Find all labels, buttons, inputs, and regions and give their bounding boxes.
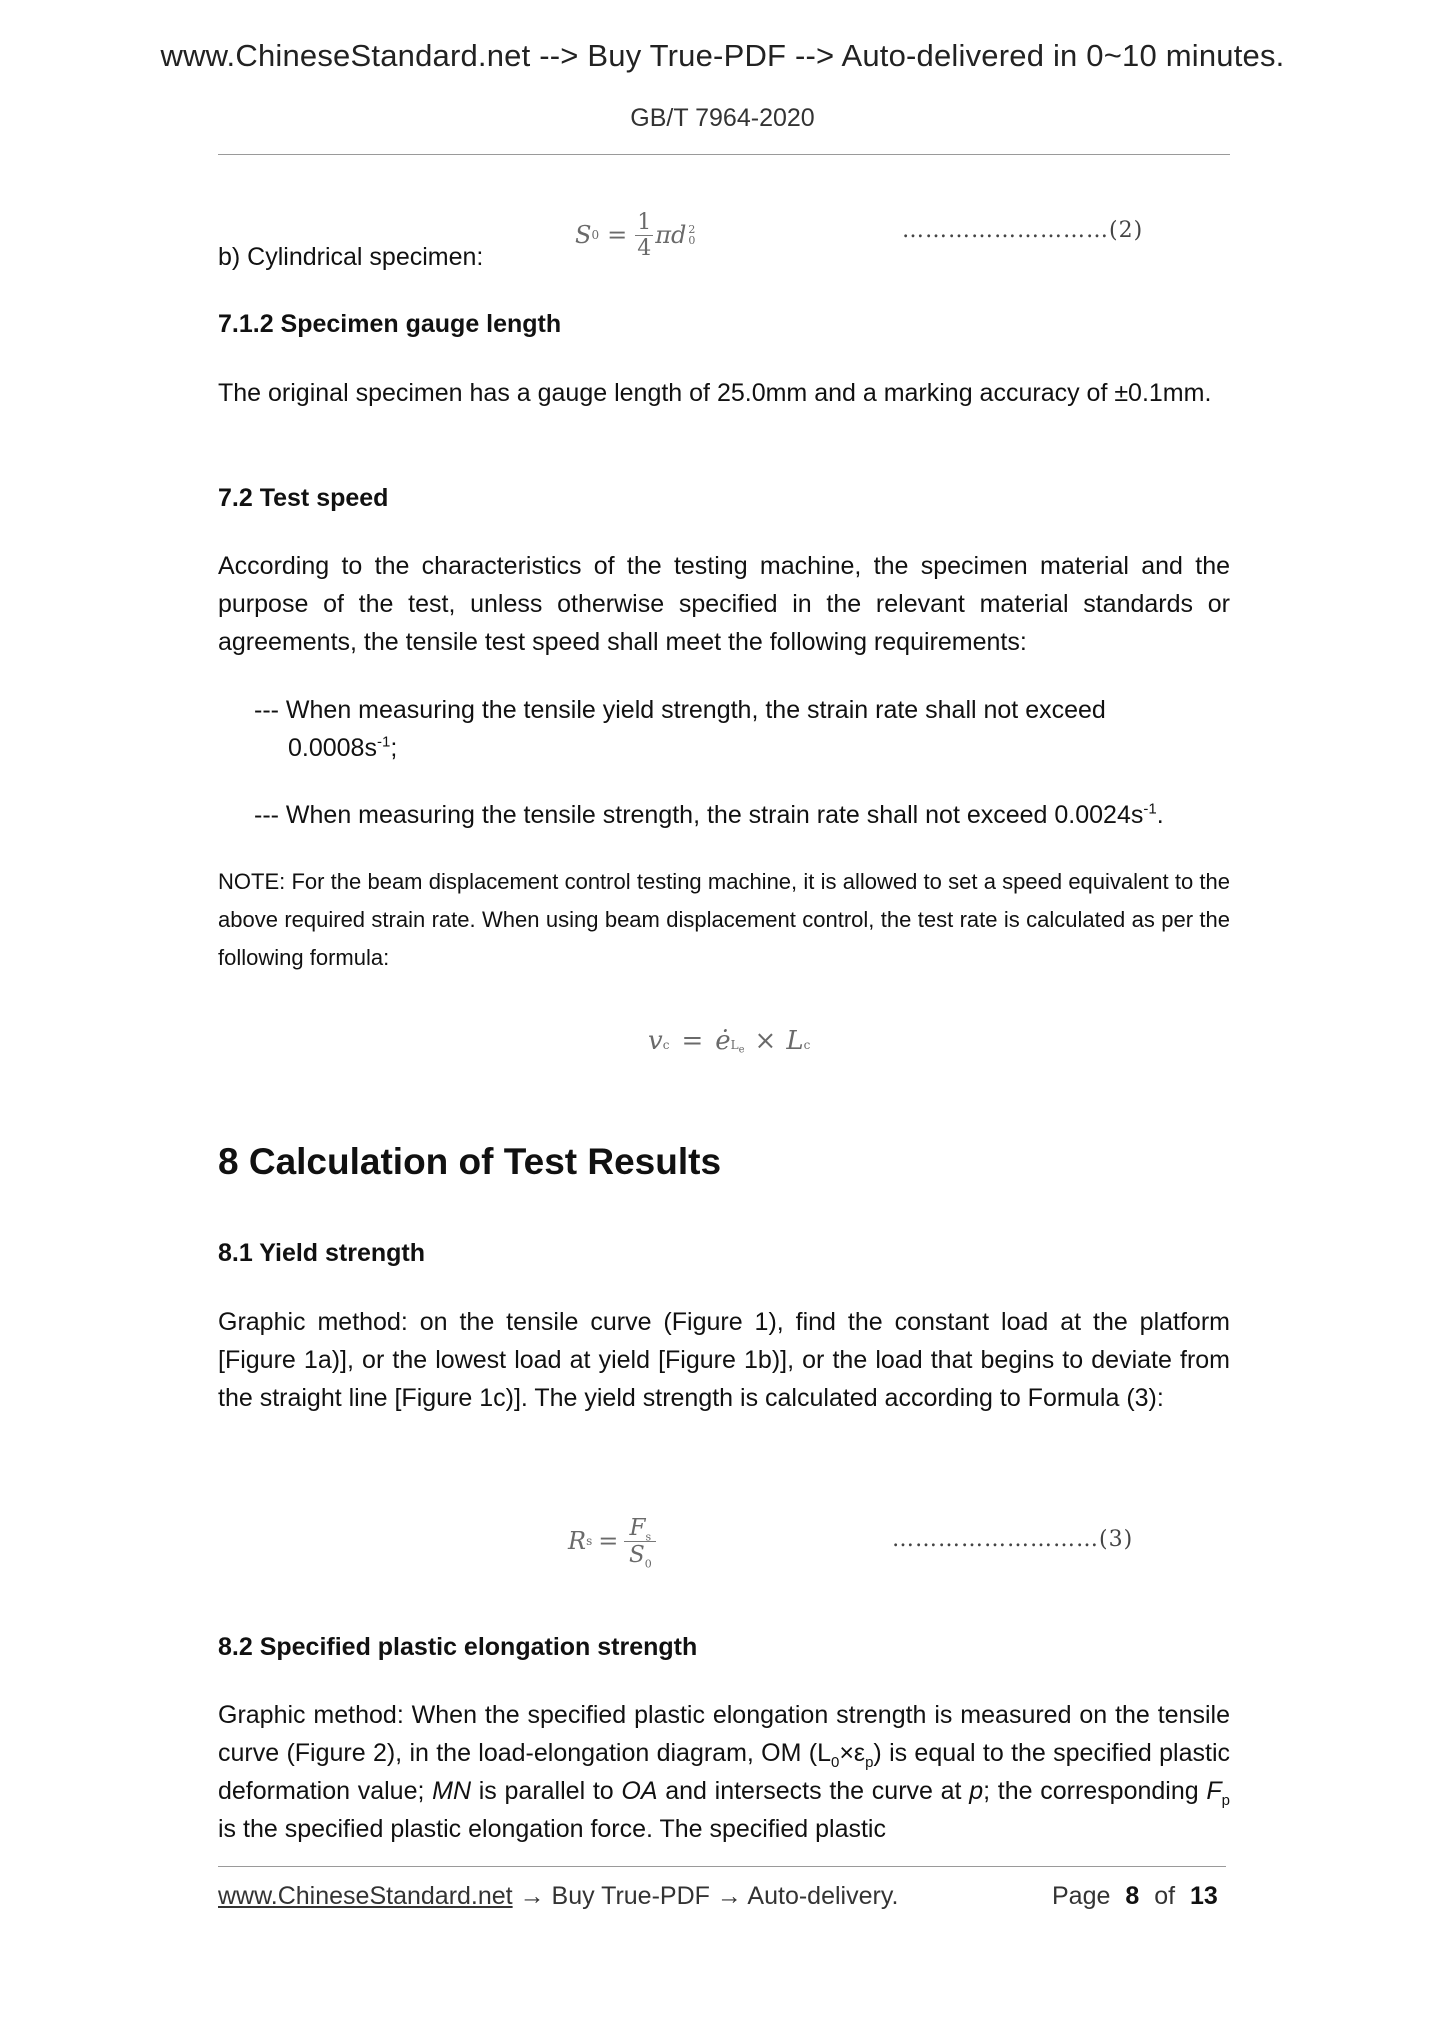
p82-t2: ) is equal to the specified plastic deformation value; xyxy=(218,1739,1231,1805)
page-number: 8 xyxy=(1125,1882,1140,1910)
formula-2-num: 1 xyxy=(637,209,652,235)
formula-2-eq: = xyxy=(607,221,628,249)
bullet-1-value: 0.0008s xyxy=(288,734,377,762)
p82-t3: is parallel to xyxy=(471,1777,622,1805)
p82-p: p xyxy=(969,1777,984,1805)
formula-3-fraction xyxy=(624,1514,656,1571)
formula-3: R s = $F_s$ $S_0$ xyxy=(568,1508,656,1574)
formula-3-den-sub: 0 xyxy=(644,1557,652,1571)
formula-3-num: F xyxy=(629,1514,646,1541)
formula-rate-e: ė xyxy=(715,1026,731,1056)
bullet-yield-strain-rate xyxy=(254,691,1230,767)
formula-3-eq: = xyxy=(598,1527,619,1555)
p82-t1: Graphic method: When the specified plastic elongation strength is measured on the tensile curve (Figure 2), in the load-elongation diagram, OM (L xyxy=(218,1701,1230,1767)
formula-2-rhs-sup: 2 xyxy=(688,223,696,236)
bullet-2-text: --- When measuring the tensile strength, the strain rate shall not exceed 0.0024s xyxy=(254,801,1144,829)
formula-3-num-sub: s xyxy=(645,1530,652,1544)
bullet-2-sup: -1 xyxy=(1143,800,1157,818)
formula-2: S 0 = 1 4 πd 2 0 xyxy=(575,209,696,261)
p82-t4: and intersects the curve at xyxy=(657,1777,970,1805)
p82-mn: MN xyxy=(432,1777,472,1805)
paragraph-plastic-elongation xyxy=(218,1696,1230,1848)
cylindrical-label: b) Cylindrical specimen: xyxy=(218,243,484,271)
p82-fp-sub: p xyxy=(1221,1792,1230,1809)
page-total: 13 xyxy=(1190,1882,1218,1910)
bullet-2-end: . xyxy=(1156,801,1164,829)
p82-sub-p: p xyxy=(865,1754,874,1771)
footer-auto: Auto-delivery. xyxy=(747,1882,899,1910)
formula-rate-e-sub: L xyxy=(730,1038,739,1052)
footer-arrow-icon: → xyxy=(512,1882,552,1910)
paragraph-test-speed: According to the characteristics of the testing machine, the specimen material and the purpose of the test, unless otherwise specified in the relevant material standards or agreements, the tensile test speed shall meet the following requirements: xyxy=(218,552,1230,656)
bullet-1-sup: -1 xyxy=(376,733,391,751)
footer-site-link[interactable]: www.ChineseStandard.net xyxy=(218,1882,513,1910)
formula-2-den: 4 xyxy=(637,235,652,261)
formula-3-lhs: R xyxy=(568,1527,587,1555)
note-beam-displacement: NOTE: For the beam displacement control testing machine, it is allowed to set a speed equivalent to the above required strain rate. When using beam displacement control, the test rate is calculated as per the following formula: xyxy=(218,869,1230,970)
formula-rate-times: × xyxy=(754,1026,777,1056)
heading-8-2: 8.2 Specified plastic elongation strength xyxy=(218,1633,698,1661)
heading-7-2: 7.2 Test speed xyxy=(218,484,389,512)
formula-2-rhs-indices xyxy=(688,224,695,246)
of-word: of xyxy=(1154,1882,1176,1910)
p82-fp: F xyxy=(1206,1777,1222,1805)
bullet-1-value-line xyxy=(254,734,397,762)
formula-2-rhs-sub: 0 xyxy=(688,234,696,247)
bullet-1-end: ; xyxy=(390,734,398,762)
heading-8-1: 8.1 Yield strength xyxy=(218,1239,426,1267)
footer-buy: Buy True-PDF xyxy=(551,1882,710,1910)
formula-rate-v: v xyxy=(648,1026,663,1056)
footer-rule xyxy=(218,1866,1226,1867)
header-rule xyxy=(218,154,1230,155)
formula-rate-e-subsub: e xyxy=(738,1044,745,1056)
site-banner: www.ChineseStandard.net --> Buy True-PDF --> Auto-delivered in 0~10 minutes. xyxy=(160,38,1285,73)
bullet-1-text: --- When measuring the tensile yield strength, the strain rate shall not exceed xyxy=(254,696,1106,724)
formula-2-lhs: S xyxy=(575,221,592,249)
footer-arrow-icon-2: → xyxy=(709,1882,748,1910)
p82-t5: ; the corresponding xyxy=(983,1777,1207,1805)
heading-7-1-2: 7.1.2 Specimen gauge length xyxy=(218,310,562,338)
formula-test-rate: v c = ė $_{L_e}$ × L c xyxy=(648,1026,811,1056)
p82-sub-0: 0 xyxy=(830,1754,840,1771)
heading-8: 8 Calculation of Test Results xyxy=(218,1141,722,1182)
standard-number: GB/T 7964-2020 xyxy=(630,104,815,132)
formula-3-den: S xyxy=(628,1541,645,1568)
paragraph-gauge-length: The original specimen has a gauge length of 25.0mm and a marking accuracy of ±0.1mm. xyxy=(218,379,1212,407)
formula-2-fraction xyxy=(635,210,653,261)
footer-left xyxy=(218,1882,898,1911)
formula-3-number: ………………………(3) xyxy=(892,1527,1134,1552)
page-word: Page xyxy=(1052,1882,1111,1910)
bullet-tensile-strain-rate xyxy=(254,796,1254,834)
p82-t6: is the specified plastic elongation force. The specified plastic xyxy=(218,1815,886,1843)
formula-rate-eq: = xyxy=(681,1026,704,1056)
formula-rate-L: L xyxy=(786,1026,804,1056)
formula-2-rhs: πd xyxy=(655,221,687,249)
p82-oa: OA xyxy=(621,1777,658,1805)
paragraph-yield-strength: Graphic method: on the tensile curve (Figure 1), find the constant load at the platform [Figure 1a)], or the lowest load at yield [Figure 1b)], or the load that begins to deviate from the straight line [Figure 1c)]. The yield strength is calculated according to Formula (3): xyxy=(218,1308,1230,1412)
formula-2-number: ………………………(2) xyxy=(902,218,1144,243)
p82-times-eps: ×ε xyxy=(839,1739,866,1767)
page-indicator xyxy=(1052,1882,1218,1911)
